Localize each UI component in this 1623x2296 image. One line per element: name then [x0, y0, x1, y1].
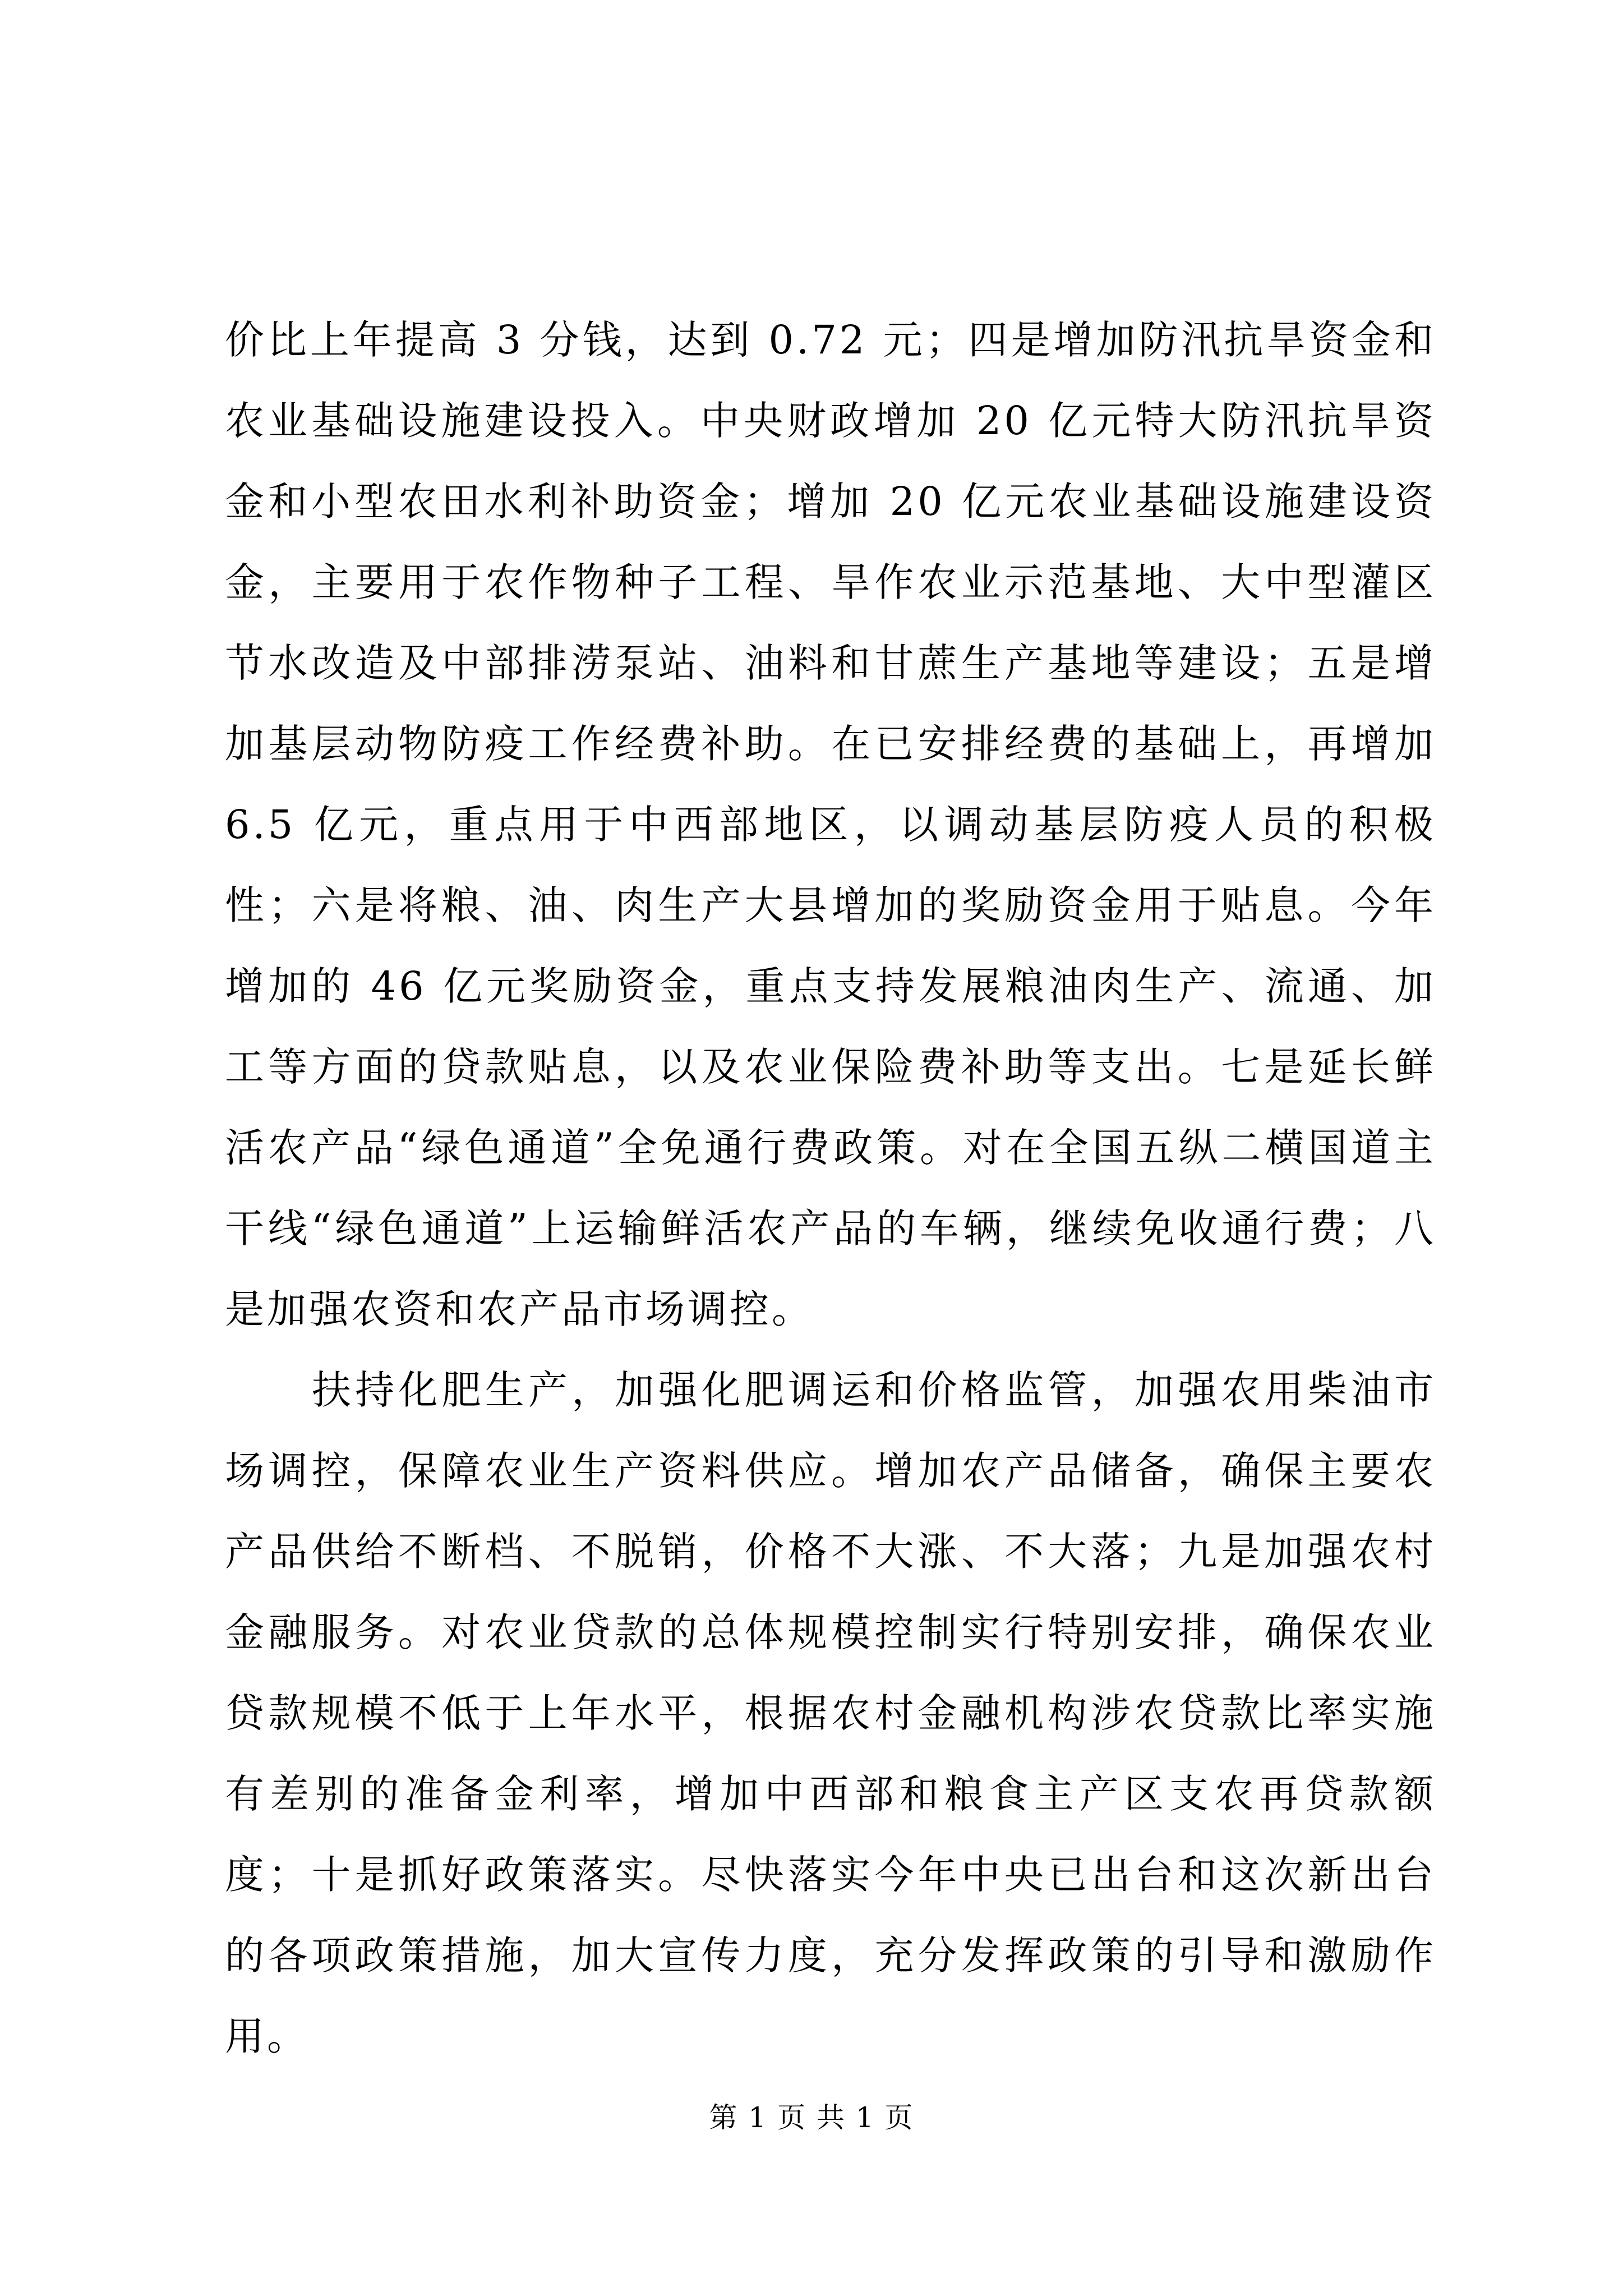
paragraph-1: 价比上年提高 3 分钱，达到 0.72 元；四是增加防汛抗旱资金和农业基础设施建设投入。中央财政增加 20 亿元特大防汛抗旱资金和小型农田水利补助资金；增加 20 亿元农业基础设施建设资金，主要用于农作物种子工程、旱作农业示范基地、大中型灌区节水改造及中部排涝泵站、油料和甘蔗生产基地等建设；五是增加基层动物防疫工作经费补助。在已安排经费的基础上，再增加 6.5 亿元，重点用于中西部地区，以调动基层防疫人员的积极性；六是将粮、油、肉生产大县增加的奖励资金用于贴息。今年增加的 46 亿元奖励资金，重点支持发展粮油肉生产、流通、加工等方面的贷款贴息，以及农业保险费补助等支出。七是延长鲜活农产品“绿色通道”全免通行费政策。对在全国五纵二横国道主干线“绿色通道”上运输鲜活农产品的车辆，继续免收通行费；八是加强农资和农产品市场调控。	[225, 317, 1436, 1332]
body-text	[225, 300, 1436, 2077]
paragraph-2: 扶持化肥生产，加强化肥调运和价格监管，加强农用柴油市场调控，保障农业生产资料供应。增加农产品储备，确保主要农产品供给不断档、不脱销，价格不大涨、不大落；九是加强农村金融服务。对农业贷款的总体规模控制实行特别安排，确保农业贷款规模不低于上年水平，根据农村金融机构涉农贷款比率实施有差别的准备金利率，增加中西部和粮食主产区支农再贷款额度；十是抓好政策落实。尽快落实今年中央已出台和这次新出台的各项政策措施，加大宣传力度，充分发挥政策的引导和激励作用。	[225, 1367, 1436, 2059]
page-footer: 第 1 页 共 1 页	[709, 2101, 914, 2134]
